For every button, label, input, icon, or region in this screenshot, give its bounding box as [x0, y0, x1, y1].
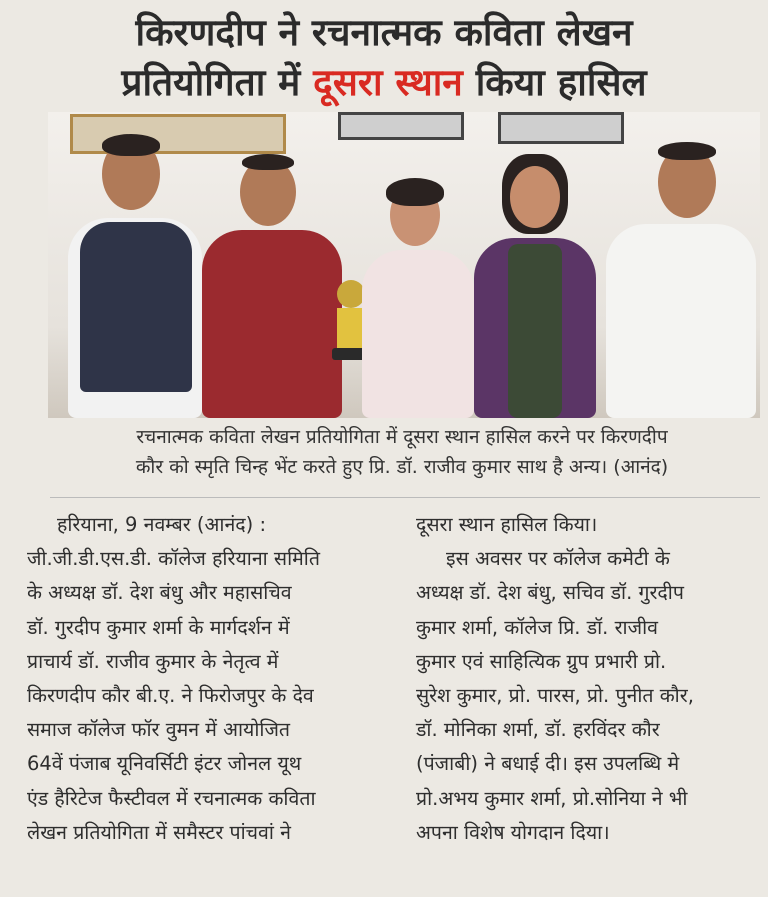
article-column-right	[416, 508, 764, 850]
person-silhouette	[198, 152, 348, 418]
headline-line-2-start: प्रतियोगिता में	[121, 61, 314, 104]
wall-frame	[338, 112, 464, 140]
headline-highlight: दूसरा स्थान	[313, 61, 463, 104]
divider	[50, 497, 760, 498]
person-silhouette	[358, 178, 478, 418]
article-line: (पंजाबी) ने बधाई दी। इस उपलब्धि मे	[416, 752, 680, 776]
headline	[0, 0, 768, 122]
article-column-left	[27, 508, 405, 850]
article-line: लेखन प्रतियोगिता में समैस्टर पांचवां ने	[27, 820, 291, 844]
article-line: कुमार एवं साहित्यिक ग्रुप प्रभारी प्रो.	[416, 649, 667, 673]
person-silhouette	[60, 132, 210, 418]
headline-line-2	[0, 58, 768, 108]
headline-line-2-end: किया हासिल	[462, 61, 647, 104]
article-line: अध्यक्ष डॉ. देश बंधु, सचिव डॉ. गुरदीप	[416, 581, 684, 605]
article-line: दूसरा स्थान हासिल किया।	[416, 513, 598, 536]
article-line: कुमार शर्मा, कॉलेज प्रि. डॉ. राजीव	[416, 615, 658, 639]
article-line: जी.जी.डी.एस.डी. कॉलेज हरियाना समिति	[27, 547, 320, 571]
article-line: हरियाना, 9 नवम्बर (आनंद) :	[57, 513, 267, 536]
article-line: डॉ. मोनिका शर्मा, डॉ. हरविंदर कौर	[416, 718, 660, 742]
article-line: किरणदीप कौर बी.ए. ने फिरोजपुर के देव	[27, 684, 314, 708]
article-line: प्राचार्य डॉ. राजीव कुमार के नेतृत्व में	[27, 649, 279, 673]
photo-caption	[40, 422, 764, 482]
article-line: प्रो.अभय कुमार शर्मा, प्रो.सोनिया ने भी	[416, 786, 688, 810]
headline-line-1: किरणदीप ने रचनात्मक कविता लेखन	[135, 11, 633, 54]
person-silhouette	[600, 140, 760, 418]
article-line: डॉ. गुरदीप कुमार शर्मा के मार्गदर्शन में	[27, 615, 290, 639]
article-line: एंड हैरिटेज फैस्टीवल में रचनात्मक कविता	[27, 786, 316, 810]
article-line: समाज कॉलेज फॉर वुमन में आयोजित	[27, 718, 291, 742]
caption-line-2: कौर को स्मृति चिन्ह भेंट करते हुए प्रि. डॉ. राजीव कुमार साथ है अन्य। (आनंद)	[135, 456, 669, 478]
caption-line-1: रचनात्मक कविता लेखन प्रतियोगिता में दूसरा स्थान हासिल करने पर किरणदीप	[136, 426, 668, 448]
article-line: 64वें पंजाब यूनिवर्सिटी इंटर जोनल यूथ	[27, 752, 302, 776]
article-line: इस अवसर पर कॉलेज कमेटी के	[446, 547, 670, 571]
article-line: अपना विशेष योगदान दिया।	[416, 820, 610, 844]
article-line: के अध्यक्ष डॉ. देश बंधु और महासचिव	[27, 581, 292, 605]
article-line: सुरेश कुमार, प्रो. पारस, प्रो. पुनीत कौर,	[416, 684, 694, 708]
news-photo	[48, 112, 760, 418]
person-silhouette	[468, 154, 598, 418]
